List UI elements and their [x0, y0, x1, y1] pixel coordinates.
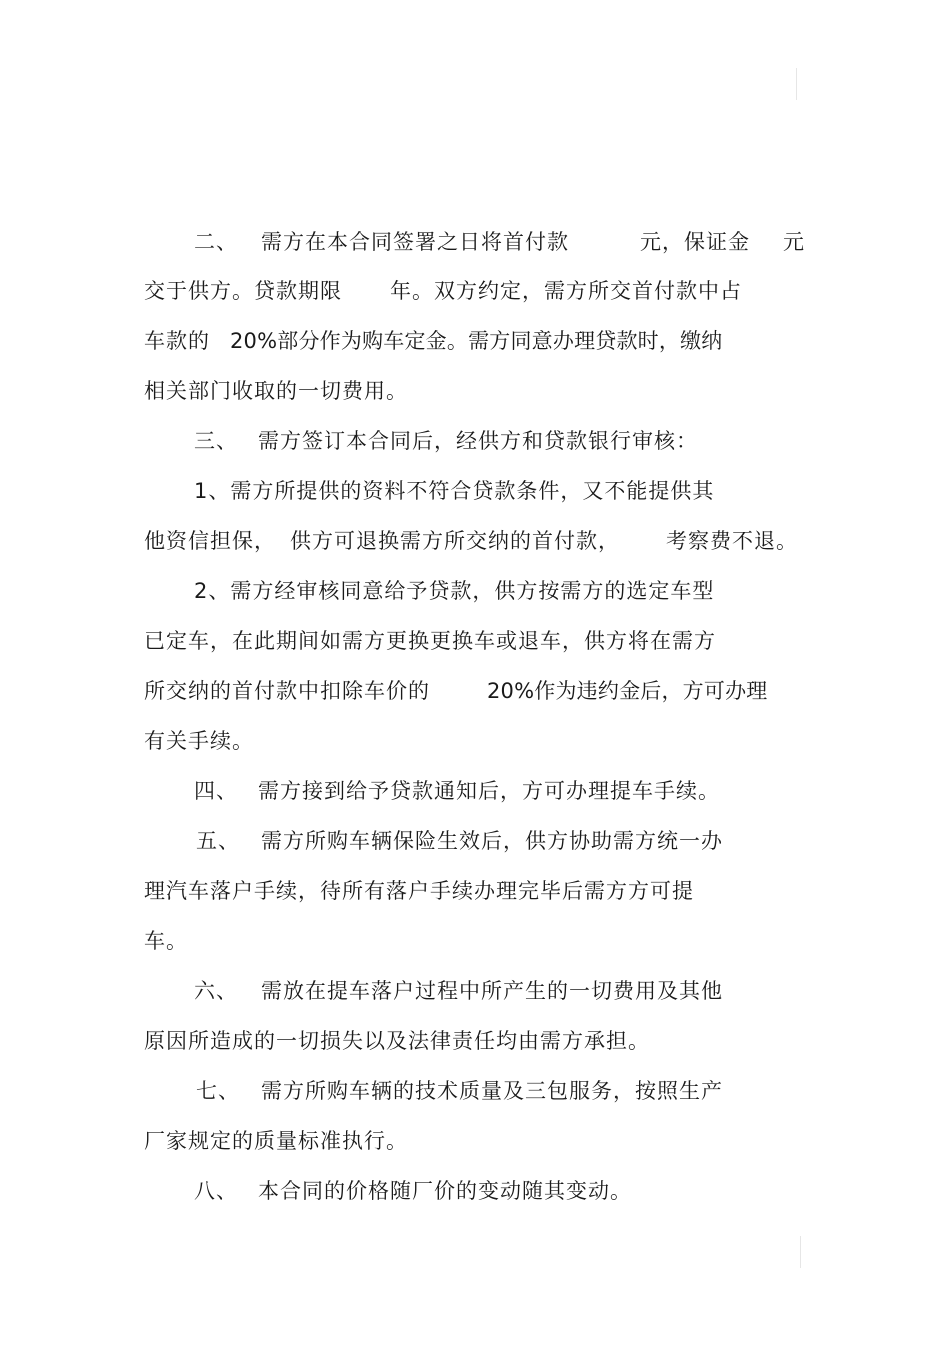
clause-5-number: 五、: [196, 829, 240, 853]
clause-2-line-2-agreement: 年。双方约定，需方所交首付款中占: [390, 279, 742, 303]
clause-3-number: 三、: [194, 429, 238, 453]
page-edge-mark-top: [796, 68, 797, 100]
clause-3-1-line-2-a: 他资信担保，: [144, 529, 276, 553]
clause-5-line-1: 需方所购车辆保险生效后，供方协助需方统一办: [261, 829, 723, 853]
clause-7-line-2: 厂家规定的质量标准执行。: [144, 1129, 408, 1153]
clause-2-line-3-text: 车款的: [144, 329, 210, 353]
clause-2-number: 二、: [194, 230, 238, 254]
clause-5-line-3: 车。: [144, 929, 188, 953]
clause-2-line-1-text: 需方在本合同签署之日将首付款: [261, 230, 569, 254]
clause-7-line-1: 需方所购车辆的技术质量及三包服务，按照生产: [261, 1079, 723, 1103]
clause-2-line-1-unit: 元: [783, 230, 805, 254]
clause-5-line-2: 理汽车落户手续，待所有落户手续办理完毕后需方方可提: [144, 879, 694, 903]
clause-4-number: 四、: [194, 779, 238, 803]
clause-2-line-1-deposit: 元，保证金: [640, 230, 750, 254]
clause-3-2-line-4: 有关手续。: [144, 729, 254, 753]
clause-6-line-2: 原因所造成的一切损失以及法律责任均由需方承担。: [144, 1029, 650, 1053]
clause-6-line-1: 需放在提车落户过程中所产生的一切费用及其他: [261, 979, 723, 1003]
clause-8-number: 八、: [194, 1179, 238, 1203]
clause-8-text: 本合同的价格随厂价的变动随其变动。: [258, 1179, 632, 1203]
clause-3-2-line-1: 2、需方经审核同意给予贷款，供方按需方的选定车型: [194, 579, 715, 603]
clause-3-2-line-2: 已定车，在此期间如需方更换更换车或退车，供方将在需方: [144, 629, 716, 653]
clause-3-1-line-1: 1、需方所提供的资料不符合贷款条件，又不能提供其: [194, 479, 715, 503]
clause-4-text: 需方接到给予贷款通知后，方可办理提车手续。: [258, 779, 720, 803]
clause-7-number: 七、: [196, 1079, 240, 1103]
clause-3-1-line-2-c: 考察费不退。: [666, 529, 798, 553]
clause-3-2-line-3-a: 所交纳的首付款中扣除车价的: [144, 679, 430, 703]
clause-6-number: 六、: [194, 979, 238, 1003]
clause-2-line-3-percentage: 20%部分作为购车定金。需方同意办理贷款时，缴纳: [230, 329, 723, 353]
clause-2-line-2-text: 交于供方。贷款期限: [144, 279, 342, 303]
clause-3-2-line-3-b: 20%作为违约金后，方可办理: [487, 679, 768, 703]
clause-3-text: 需方签订本合同后，经供方和贷款银行审核：: [258, 429, 698, 453]
clause-2-line-4: 相关部门收取的一切费用。: [144, 379, 408, 403]
page-edge-mark-bottom: [800, 1236, 801, 1268]
clause-3-1-line-2-b: 供方可退换需方所交纳的首付款，: [290, 529, 620, 553]
